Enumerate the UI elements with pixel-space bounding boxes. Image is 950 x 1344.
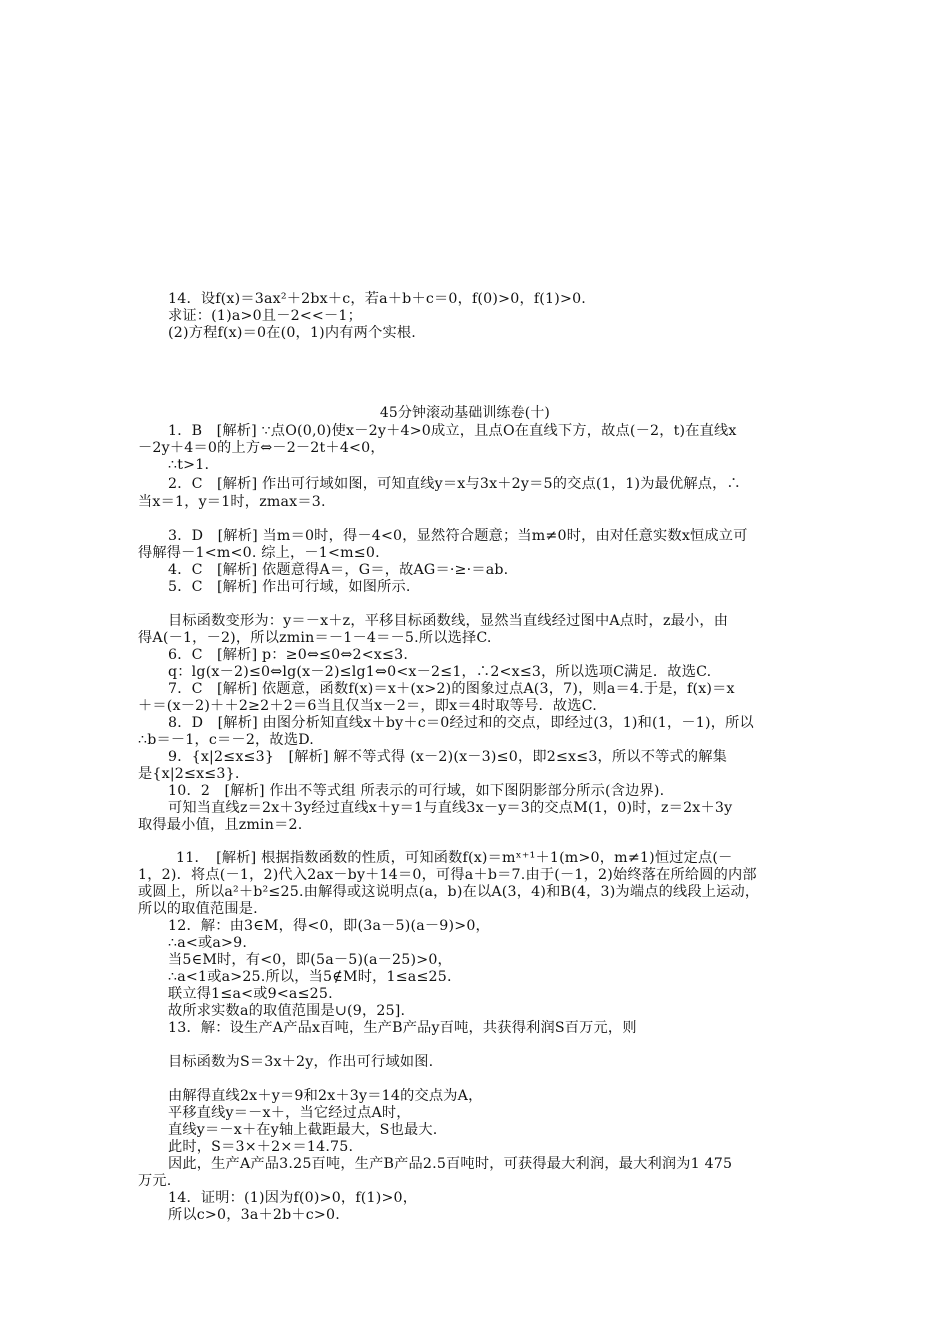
answer-line: 13．解：设生产A产品x百吨，生产B产品y百吨，共获得利润S百万元，则	[168, 1020, 637, 1036]
answer-line: 当x＝1，y＝1时，zmax＝3.	[138, 494, 326, 510]
answer-line: ∴a<1或a>25.所以，当5∉M时，1≤a≤25.	[168, 969, 452, 985]
answer-line: 7．C [解析] 依题意，函数f(x)＝x＋(x>2)的图象过点A(3，7)，则a＝4.于是，f(x)＝x	[168, 681, 735, 697]
answer-line: 9．{x|2≤x≤3} [解析] 解不等式得 (x－2)(x－3)≤0，即2≤x≤3，所以不等式的解集	[168, 749, 728, 765]
question-line: (2)方程f(x)＝0在(0，1)内有两个实根.	[168, 325, 416, 341]
answer-line: 联立得1≤a<或9<a≤25.	[168, 986, 333, 1002]
answer-line: 或圆上，所以a²＋b²≤25.由解得或这说明点(a，b)在以A(3，4)和B(4，3)为端点的线段上运动，	[138, 884, 760, 900]
answer-line: 故所求实数a的取值范围是∪(9，25].	[168, 1003, 406, 1019]
answer-line: 当5∈M时，有<0，即(5a－5)(a－25)>0，	[168, 952, 452, 968]
answer-line: 14．证明：(1)因为f(0)>0，f(1)>0，	[168, 1190, 418, 1206]
answer-line: 所以的取值范围是.	[138, 901, 258, 917]
answer-line: 2．C [解析] 作出可行域如图，可知直线y＝x与3x＋2y＝5的交点(1，1)为最优解点，∴	[168, 476, 741, 492]
answer-line: 3．D [解析] 当m＝0时，得－4<0，显然符合题意；当m≠0时，由对任意实数x恒成立可	[168, 528, 748, 544]
answer-line: ＋＝(x－2)＋＋2≥2＋2＝6当且仅当x－2＝，即x＝4时取等号．故选C.	[138, 698, 597, 714]
answer-line: 目标函数变形为：y＝－x＋z，平移目标函数线，显然当直线经过图中A点时，z最小，由	[168, 613, 729, 629]
answer-line: 所以c>0，3a＋2b＋c>0.	[168, 1207, 340, 1223]
answer-line: 此时，S＝3×＋2×＝14.75.	[168, 1139, 354, 1155]
answer-line: 由解得直线2x＋y＝9和2x＋3y＝14的交点为A，	[168, 1088, 483, 1104]
answer-line: 是{x|2≤x≤3}.	[138, 766, 240, 782]
answer-line: ∴a<或a>9.	[168, 935, 248, 951]
answer-line: 得A(－1，－2)，所以zmin＝－1－4＝－5.所以选择C.	[138, 630, 492, 646]
answer-line: 1．B [解析] ∵点O(0,0)使x－2y＋4>0成立，且点O在直线下方，故点(－2，t)在直线x	[168, 423, 737, 439]
answer-line: －2y＋4＝0的上方⇔－2－2t＋4<0，	[138, 440, 385, 456]
answer-line: 10．2 [解析] 作出不等式组 所表示的可行域，如下图阴影部分所示(含边界).	[168, 783, 665, 799]
answer-line: 目标函数为S＝3x＋2y，作出可行域如图.	[168, 1054, 434, 1070]
answer-line: 因此，生产A产品3.25百吨，生产B产品2.5百吨时，可获得最大利润，最大利润为1 475	[168, 1156, 733, 1172]
answer-line: 5．C [解析] 作出可行域，如图所示.	[168, 579, 411, 595]
answer-line: ∴b＝－1，c＝－2，故选D.	[138, 732, 314, 748]
answer-line: 12．解：由3∈M，得<0，即(3a－5)(a－9)>0，	[168, 918, 490, 934]
answer-line: q：lg(x－2)≤0⇔lg(x－2)≤lg1⇔0<x－2≤1，∴2<x≤3，所以选项C满足．故选C.	[168, 664, 712, 680]
answer-line: 8．D [解析] 由图分析知直线x＋by＋c＝0经过和的交点，即经过(3，1)和(1，－1)，所以	[168, 715, 754, 731]
answer-line: 得解得－1<m<0. 综上，－1<m≤0.	[138, 545, 380, 561]
answer-line: 1，2)．将点(－1，2)代入2ax－by＋14＝0，可得a＋b＝7.由于(－1，2)始终落在所给圆的内部	[138, 867, 757, 883]
section-title: 45分钟滚动基础训练卷(十)	[379, 405, 551, 421]
question-line: 求证：(1)a>0且－2<<－1；	[168, 308, 363, 324]
answer-line: 可知当直线z＝2x＋3y经过直线x＋y＝1与直线3x－y＝3的交点M(1，0)时，z＝2x＋3y	[168, 800, 733, 816]
answer-line: ∴t>1.	[168, 457, 210, 473]
answer-line: 万元.	[138, 1173, 172, 1189]
answer-line: 4．C [解析] 依题意得A＝，G＝，故AG＝·≥·＝ab.	[168, 562, 509, 578]
answer-line: 直线y＝－x＋在y轴上截距最大，S也最大.	[168, 1122, 438, 1138]
answer-line: 6．C [解析] p：≥0⇔≤0⇔2<x≤3.	[168, 647, 409, 663]
answer-line: 11． [解析] 根据指数函数的性质，可知函数f(x)＝mˣ⁺¹＋1(m>0，m≠1)恒过定点(－	[176, 850, 733, 866]
answer-line: 平移直线y＝－x＋，当它经过点A时，	[168, 1105, 411, 1121]
question-line: 14．设f(x)＝3ax²＋2bx＋c，若a＋b＋c＝0，f(0)>0，f(1)>0.	[168, 291, 587, 307]
answer-line: 取得最小值，且zmin＝2.	[138, 817, 303, 833]
